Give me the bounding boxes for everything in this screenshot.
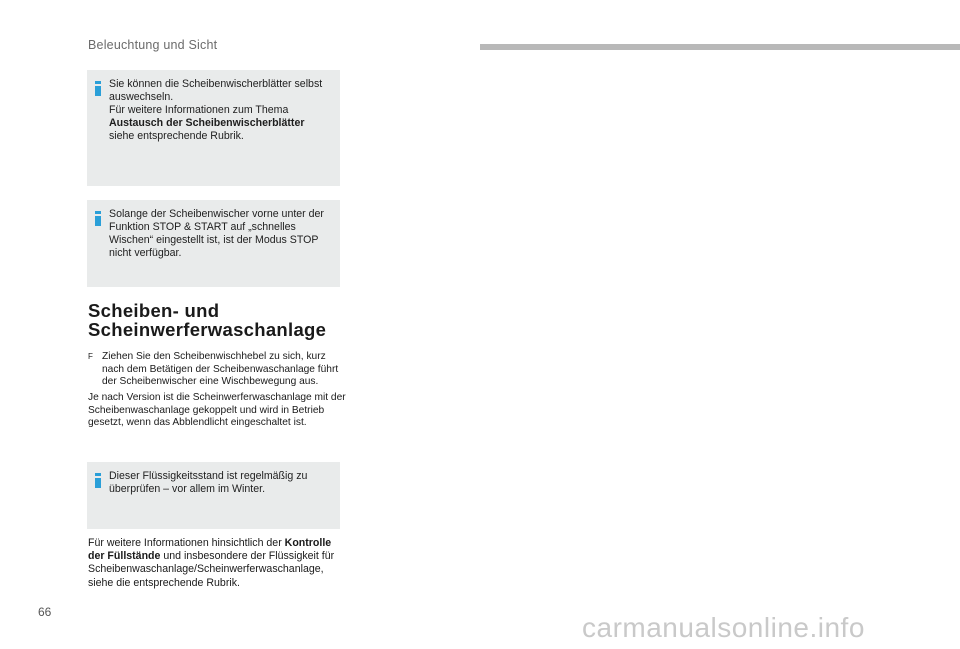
final-pre: Für weitere Informationen hinsichtlich der [88, 537, 282, 549]
bullet-item [88, 351, 350, 389]
info-icon [95, 211, 101, 226]
info-line-3: siehe entsprechende Rubrik. [109, 130, 244, 142]
info-line-2: Für weitere Informationen zum Thema [109, 104, 289, 116]
section-title [88, 301, 326, 339]
fluid-check-paragraph [88, 537, 350, 590]
watermark: carmanualsonline.info [582, 612, 865, 643]
info-box-stop-start [87, 200, 340, 287]
section-title-line-1: Scheiben- und [88, 300, 220, 321]
header-bar [480, 44, 960, 50]
info-icon [95, 473, 101, 488]
bullet-text: Ziehen Sie den Scheibenwischhebel zu sich, kurz nach dem Betätigen der Scheibenwaschanlage führt der Scheibenwischer eine Wischbewegung aus. [102, 351, 339, 387]
info-box-fluid-level [87, 462, 340, 529]
page-number: 66 [38, 605, 52, 619]
info-line-1: Sie können die Scheibenwischerblätter selbst auswechseln. [109, 78, 323, 103]
header-section-title: Beleuchtung und Sicht [88, 38, 218, 52]
info-box-text: Solange der Scheibenwischer vorne unter der Funktion STOP & START auf „schnelles Wischen“ eingestellt ist, ist der Modus STOP nicht verfügbar. [109, 208, 324, 259]
info-box-text [109, 78, 328, 143]
headlamp-wash-paragraph: Je nach Version ist die Scheinwerferwaschanlage mit der Scheibenwaschanlage gekoppelt und wird in Betrieb gesetzt, wenn das Abblendlicht eingeschaltet ist. [88, 392, 346, 428]
final-bold-topic: Kontrolle der Füllstände [88, 537, 332, 563]
bullet-mark: F [88, 352, 93, 361]
final-post: und insbesondere der Flüssigkeit für Scheibenwaschanlage/Scheinwerferwaschanlage, siehe die entsprechende Rubrik. [88, 550, 335, 589]
info-box-wiper-blades [87, 70, 340, 186]
section-title-line-2: Scheinwerferwaschanlage [88, 319, 327, 340]
info-box-text: Dieser Flüssigkeitsstand ist regelmäßig zu überprüfen – vor allem im Winter. [109, 470, 308, 495]
info-icon [95, 81, 101, 96]
info-bold-topic: Austausch der Scheibenwischerblätter [109, 117, 305, 129]
